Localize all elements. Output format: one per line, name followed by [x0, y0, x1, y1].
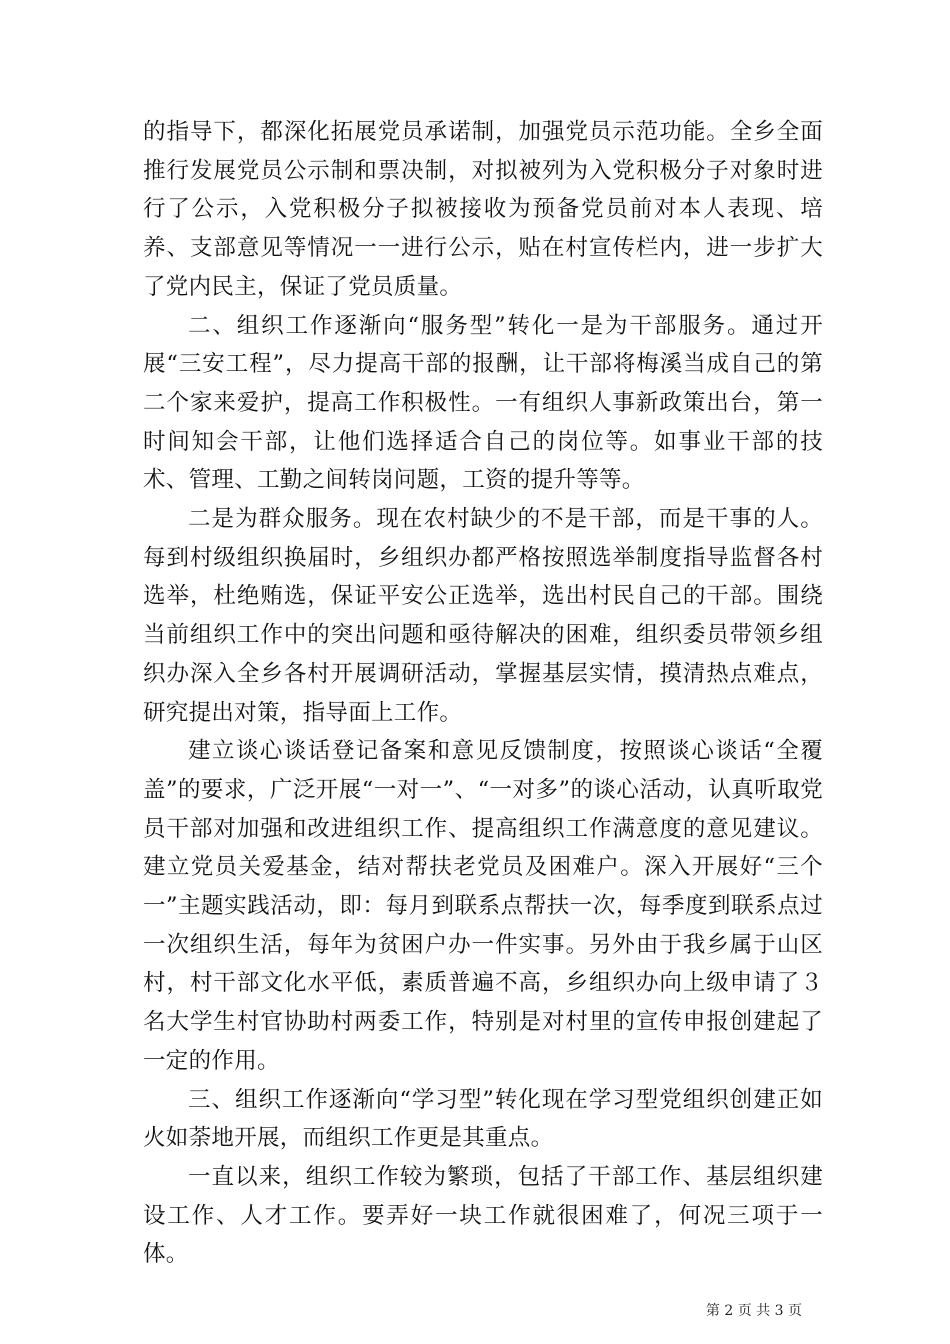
page-number: 第 2 页 共 3 页	[705, 1303, 802, 1319]
paragraph-service-masses: 二是为群众服务。现在农村缺少的不是干部，而是干事的人。每到村级组织换届时，乡组织办都严格按照选举制度指导监督各村选举，杜绝贿选，保证平安公正选举，选出村民自己的干部。围绕当前组织工作中的突出问题和亟待解决的困难，组织委员带领乡组织办深入全乡各村开展调研活动，掌握基层实情，摸清热点难点，研究提出对策，指导面上工作。	[143, 506, 823, 726]
paragraph-continuation: 的指导下，都深化拓展党员承诺制，加强党员示范功能。全乡全面推行发展党员公示制和票决制，对拟被列为入党积极分子对象时进行了公示，入党积极分子拟被接收为预备党员前对本人表现、培养、支部意见等情况一一进行公示，贴在村宣传栏内，进一步扩大了党内民主，保证了党员质量。	[143, 119, 823, 300]
paragraph-learning-type: 三、组织工作逐渐向“学习型”转化现在学习型党组织创建正如火如荼地开展，而组织工作更是其重点。	[143, 1086, 823, 1152]
paragraph-service-cadres: 二、组织工作逐渐向“服务型”转化一是为干部服务。通过开展“三安工程”，尽力提高干部的报酬，让干部将梅溪当成自己的第二个家来爱护，提高工作积极性。一有组织人事新政策出台，第一时间知会干部，让他们选择适合自己的岗位等。如事业干部的技术、管理、工勤之间转岗问题，工资的提升等等。	[143, 312, 823, 494]
paragraph-workload: 一直以来，组织工作较为繁琐，包括了干部工作、基层组织建设工作、人才工作。要弄好一块工作就很困难了，何况三项于一体。	[143, 1163, 823, 1268]
document-body	[143, 113, 823, 1274]
paragraph-heart-to-heart: 建立谈心谈话登记备案和意见反馈制度，按照谈心谈话“全覆盖”的要求，广泛开展“一对一”、“一对多”的谈心活动，认真听取党员干部对加强和改进组织工作、提高组织工作满意度的意见建议。建立党员关爱基金，结对帮扶老党员及困难户。深入开展好“三个一”主题实践活动，即：每月到联系点帮扶一次，每季度到联系点过一次组织生活，每年为贫困户办一件实事。另外由于我乡属于山区村，村干部文化水平低，素质普遍不高，乡组织办向上级申请了３名大学生村官协助村两委工作，特别是对村里的宣传申报创建起了一定的作用。	[143, 738, 823, 1074]
